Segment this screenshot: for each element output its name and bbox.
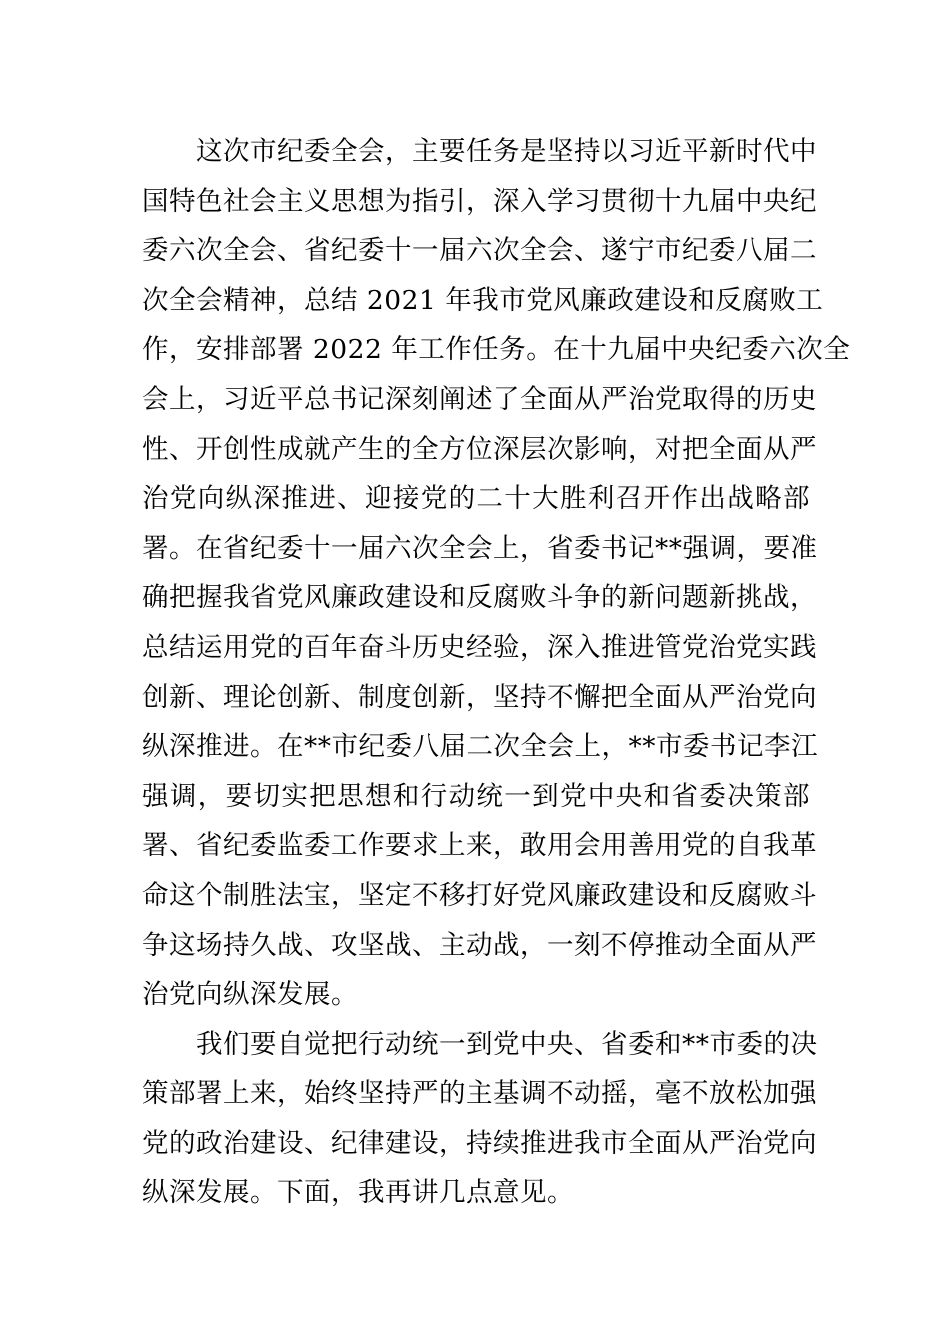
paragraph-line: 治党向纵深发展。 [142,979,358,1011]
paragraph-line: 命这个制胜法宝，坚定不移打好党风廉政建设和反腐败斗 [142,879,817,911]
paragraph-line: 作，安排部署 2022 年工作任务。在十九届中央纪委六次全 [142,334,851,366]
paragraph-line: 委六次全会、省纪委十一届六次全会、遂宁市纪委八届二 [142,235,817,267]
paragraph-line: 我们要自觉把行动统一到党中央、省委和**市委的决 [196,1028,818,1060]
paragraph-line: 次全会精神，总结 2021 年我市党风廉政建设和反腐败工 [142,284,824,316]
paragraph-line: 创新、理论创新、制度创新，坚持不懈把全面从严治党向 [142,681,817,713]
paragraph-line: 纵深推进。在**市纪委八届二次全会上，**市委书记李江 [142,731,818,763]
paragraph-2 [142,1020,818,1218]
paragraph-1 [142,127,851,1020]
paragraph-line: 性、开创性成就产生的全方位深层次影响，对把全面从严 [142,433,817,465]
paragraph-line: 署。在省纪委十一届六次全会上，省委书记**强调，要准 [142,532,818,564]
paragraph-line: 强调，要切实把思想和行动统一到党中央和省委决策部 [142,780,810,812]
paragraph-line: 署、省纪委监委工作要求上来，敢用会用善用党的自我革 [142,830,817,862]
paragraph-line: 确把握我省党风廉政建设和反腐败斗争的新问题新挑战， [142,582,817,614]
paragraph-line: 总结运用党的百年奋斗历史经验，深入推进管党治党实践 [142,631,817,663]
paragraph-line: 党的政治建设、纪律建设，持续推进我市全面从严治党向 [142,1127,817,1159]
paragraph-line: 争这场持久战、攻坚战、主动战，一刻不停推动全面从严 [142,929,817,961]
paragraph-line: 这次市纪委全会，主要任务是坚持以习近平新时代中 [196,136,817,167]
document-body [142,127,851,1218]
paragraph-line: 治党向纵深推进、迎接党的二十大胜利召开作出战略部 [142,483,810,515]
paragraph-line: 纵深发展。下面，我再讲几点意见。 [142,1177,574,1209]
paragraph-line: 国特色社会主义思想为指引，深入学习贯彻十九届中央纪 [142,185,817,217]
paragraph-line: 策部署上来，始终坚持严的主基调不动摇，毫不放松加强 [142,1078,817,1110]
paragraph-line: 会上，习近平总书记深刻阐述了全面从严治党取得的历史 [142,383,817,415]
